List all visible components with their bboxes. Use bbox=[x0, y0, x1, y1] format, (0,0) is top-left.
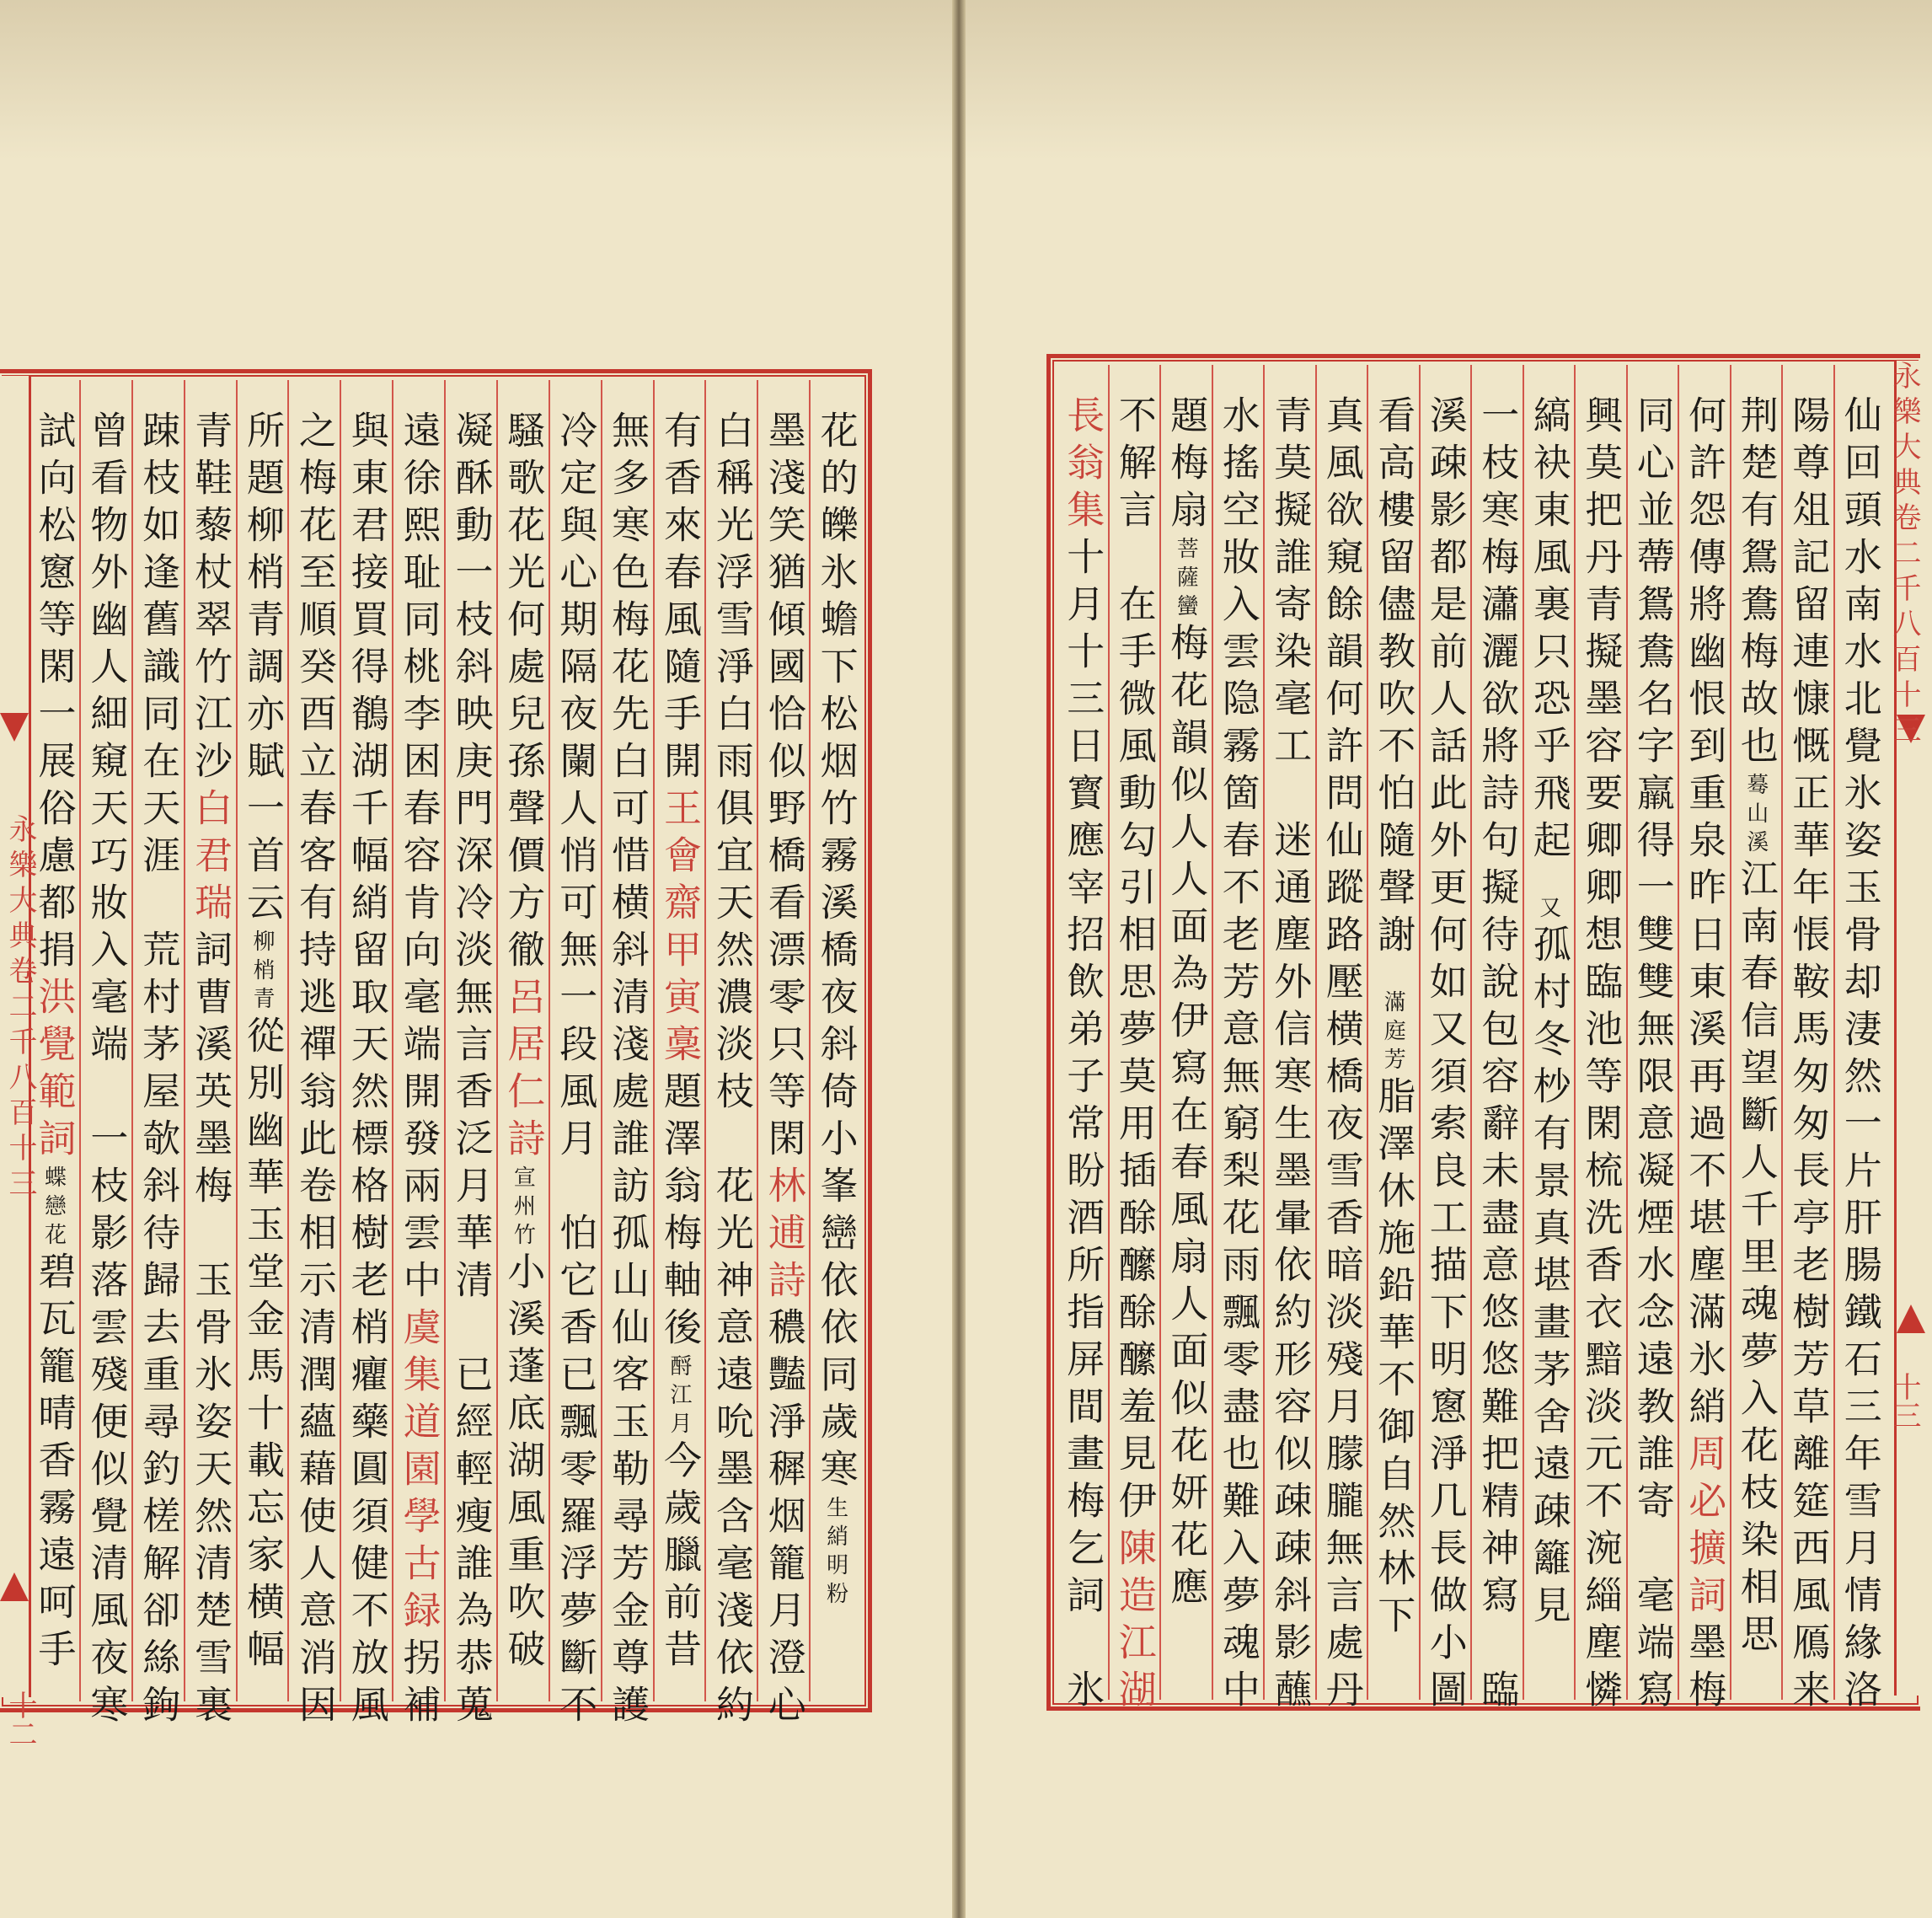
column-text bbox=[292, 410, 337, 1732]
text-run: 穠豔淨穉烟籠月澄心 bbox=[761, 1307, 806, 1732]
text-run: 荆楚有鴛鴦梅故也 bbox=[1733, 395, 1779, 773]
text-column bbox=[1574, 365, 1626, 1717]
text-run: 縞袂東風裏只恐乎飛起 bbox=[1526, 395, 1571, 867]
text-column bbox=[1108, 365, 1160, 1717]
column-text bbox=[83, 410, 129, 1732]
fishtail-bottom-mark bbox=[1897, 1305, 1925, 1333]
text-run: 荒村茅屋欹斜待歸去重尋釣槎解卻絲鉤 bbox=[136, 882, 181, 1732]
text-run: 墨梅 bbox=[1682, 1622, 1727, 1717]
text-column bbox=[340, 380, 392, 1732]
source-citation: 虞集道園學古録 bbox=[396, 1307, 442, 1637]
text-run: 今歲臘前昔 bbox=[656, 1440, 702, 1676]
column-text bbox=[239, 410, 285, 1701]
column-text bbox=[553, 410, 598, 1732]
column-text bbox=[813, 410, 859, 1701]
column-text bbox=[1060, 395, 1105, 1717]
column-text bbox=[500, 410, 546, 1701]
text-run: 墨淺笑猶傾國恰似野橋看漂零只等閑 bbox=[761, 410, 806, 1165]
column-text bbox=[1837, 395, 1882, 1717]
text-run: 冷定與心期隔夜闌人悄可無一段風月 bbox=[553, 410, 598, 1165]
text-column bbox=[704, 380, 757, 1732]
column-text bbox=[656, 410, 702, 1701]
text-run: 梅花韻似人人面為伊寫在春風扇人面似花妍花應 bbox=[1164, 623, 1209, 1614]
text-run: 所題柳梢青調亦賦一首云 bbox=[239, 410, 285, 930]
text-run: 青莫擬誰寄染毫工 bbox=[1267, 395, 1313, 773]
left-text-columns bbox=[29, 380, 861, 1732]
text-run: 花光神意遠吮墨含毫淺依約 bbox=[709, 1118, 754, 1732]
column-text bbox=[605, 410, 650, 1732]
column-text bbox=[1215, 395, 1260, 1717]
text-column bbox=[757, 380, 809, 1732]
column-text bbox=[1319, 395, 1364, 1717]
text-run: 不解言 bbox=[1111, 395, 1157, 537]
tune-annotation: 酹江月 bbox=[666, 1354, 692, 1440]
text-run: 玉骨氷姿天然清楚雪裏 bbox=[188, 1213, 233, 1732]
text-run: 氷 bbox=[1060, 1622, 1105, 1717]
text-run: 江南春信望斷人千里魂夢入花枝染相思 bbox=[1733, 859, 1779, 1661]
source-citation: 王會齋甲寅稾 bbox=[656, 788, 702, 1071]
text-column bbox=[1212, 365, 1264, 1717]
text-run: 在手微風動勾引相思夢莫用插酴醿酴醿羞見伊 bbox=[1111, 537, 1157, 1528]
text-column bbox=[131, 380, 184, 1732]
text-run: 陽尊俎記留連慷慨正華年悵鞍馬匆匆長亭老樹芳草離筵西風鴈来 bbox=[1785, 395, 1831, 1717]
fishtail-top-mark bbox=[0, 713, 29, 742]
left-fore-edge-band bbox=[0, 376, 37, 1748]
source-citation: 林逋詩 bbox=[761, 1165, 806, 1307]
text-run: 一枝影落雲殘便似覺清風夜寒 bbox=[83, 1071, 129, 1732]
text-column bbox=[236, 380, 288, 1701]
text-column bbox=[1626, 365, 1678, 1717]
column-text bbox=[188, 410, 233, 1732]
text-column bbox=[1263, 365, 1315, 1717]
source-citation: 周必擴詞 bbox=[1682, 1433, 1727, 1622]
tune-annotation: 菩薩蠻 bbox=[1173, 537, 1199, 623]
text-run: 試向松窻等閑一展俗慮都捐 bbox=[31, 410, 77, 977]
text-column bbox=[1470, 365, 1523, 1717]
text-run: 興莫把丹青擬墨容要卿卿想臨池等閑梳洗香衣黯淡元不涴緇塵憐 bbox=[1578, 395, 1624, 1717]
text-run: 踈枝如逢舊識同在天涯 bbox=[136, 410, 181, 882]
column-text bbox=[1785, 395, 1831, 1717]
text-run: 何許怨傳將幽恨到重泉昨日東溪再過不堪塵滿氷綃 bbox=[1682, 395, 1727, 1433]
column-text bbox=[761, 410, 806, 1732]
text-run: 凝酥動一枝斜映庚門深冷淡無言香泛月華清 bbox=[448, 410, 494, 1307]
text-column bbox=[1833, 365, 1886, 1717]
book-gutter bbox=[952, 0, 966, 1918]
tune-annotation: 蝶戀花 bbox=[40, 1165, 67, 1251]
column-text bbox=[1267, 395, 1313, 1717]
right-page-number: 十三 bbox=[1887, 1372, 1921, 1429]
column-text bbox=[1164, 395, 1209, 1700]
text-run: 遠徐熙耻同桃李困春容肯向毫端開發兩雲中 bbox=[396, 410, 442, 1307]
text-run: 同心並蔕鴛鴦名字羸得一雙雙無限意凝煙水念遠教誰寄 bbox=[1630, 395, 1675, 1528]
right-page-frame bbox=[1046, 354, 1920, 1717]
text-run: 花的皪氷蟾下松烟竹霧溪橋夜斜倚小峯巒依依同歲寒 bbox=[813, 410, 859, 1496]
source-citation: 陳造江湖 bbox=[1111, 1528, 1157, 1717]
text-column bbox=[1367, 365, 1419, 1700]
column-text bbox=[136, 410, 181, 1732]
text-column bbox=[184, 380, 236, 1732]
right-text-columns bbox=[1057, 365, 1885, 1717]
text-column bbox=[392, 380, 444, 1732]
text-column bbox=[444, 380, 496, 1732]
text-run: 題梅扇 bbox=[1164, 395, 1209, 537]
tune-annotation: 宣州竹 bbox=[510, 1165, 536, 1251]
text-column bbox=[1678, 365, 1730, 1717]
text-run: 脂澤休施鉛華不御自然林下 bbox=[1371, 1076, 1416, 1642]
column-text bbox=[1422, 395, 1468, 1717]
column-text bbox=[1578, 395, 1624, 1717]
text-run: 拐補 bbox=[396, 1637, 442, 1732]
text-column bbox=[1315, 365, 1367, 1717]
text-column bbox=[1159, 365, 1212, 1700]
text-run: 水搖空妝入雲隐霧箇春不老芳意無窮梨花雨飄零盡也難入夢魂中 bbox=[1215, 395, 1260, 1717]
text-column bbox=[809, 380, 861, 1701]
text-run: 青鞋藜杖翠竹江沙 bbox=[188, 410, 233, 788]
right-page bbox=[966, 0, 1932, 1918]
text-column bbox=[79, 380, 131, 1732]
tune-annotation: 又 bbox=[1535, 867, 1561, 924]
column-text bbox=[1474, 395, 1520, 1717]
text-column bbox=[601, 380, 653, 1732]
text-run: 有香來春風隨手開 bbox=[656, 410, 702, 788]
source-citation: 白君瑞 bbox=[188, 788, 233, 930]
left-band-title: 永樂大典卷二千八百十三 bbox=[3, 814, 37, 1203]
text-column bbox=[1781, 365, 1833, 1717]
column-text bbox=[1111, 395, 1157, 1717]
text-run: 之梅花至順癸酉立春客有持逃禪翁此卷相示清潤蘊藉使人意消因 bbox=[292, 410, 337, 1732]
left-page-number: 十二 bbox=[3, 1690, 37, 1748]
text-run: 溪疎影都是前人話此外更何如又須索良工描下明窻淨几長做小圖 bbox=[1422, 395, 1468, 1717]
left-page bbox=[0, 0, 952, 1918]
text-run: 仙回頭水南水北覺氷姿玉骨却淒然一片肝腸鐵石三年雪月情緣洛 bbox=[1837, 395, 1882, 1717]
right-band-title: 永樂大典卷二千八百十三 bbox=[1887, 361, 1921, 750]
column-text bbox=[1526, 395, 1571, 1700]
text-run: 從別幽華玉堂金馬十載忘家横幅 bbox=[239, 1015, 285, 1676]
text-run: 毫端寫 bbox=[1630, 1528, 1675, 1717]
text-column bbox=[1730, 365, 1782, 1700]
text-column bbox=[287, 380, 340, 1732]
source-citation: 呂居仁詩 bbox=[500, 977, 546, 1165]
text-run: 無多寒色梅花先白可惜横斜清淺處誰訪孤山仙客玉勒尋芳金尊護 bbox=[605, 410, 650, 1732]
text-run: 臨 bbox=[1474, 1622, 1520, 1717]
text-run: 十月十三日寳應宰招飲弟子常盼酒所指屏間畫梅乞詞 bbox=[1060, 537, 1105, 1622]
tune-annotation: 滿庭芳 bbox=[1380, 962, 1406, 1076]
text-run: 孤村冬杪有景真堪畫茅舍遠疎籬見 bbox=[1526, 924, 1571, 1632]
text-run: 詞曹溪英墨梅 bbox=[188, 930, 233, 1213]
text-run: 真風欲窺餘韻何許問仙蹤路壓横橋夜雪香暗淡殘月朦朧無言處丹 bbox=[1319, 395, 1364, 1717]
text-run: 已經輕瘦誰為恭蒐 bbox=[448, 1307, 494, 1732]
fishtail-bottom-mark bbox=[0, 1572, 29, 1601]
text-run: 碧瓦籠晴香霧遠呵手 bbox=[31, 1251, 77, 1676]
column-text bbox=[448, 410, 494, 1732]
text-run: 騷歌花光何處兒孫聲價方徹 bbox=[500, 410, 546, 977]
text-run: 白稱光浮雪淨白雨俱宜天然濃淡枝 bbox=[709, 410, 754, 1118]
text-run: 曾看物外幽人細窺天巧妝入毫端 bbox=[83, 410, 129, 1071]
text-column bbox=[653, 380, 705, 1701]
column-text bbox=[1371, 395, 1416, 1700]
text-column bbox=[549, 380, 601, 1732]
tune-annotation: 柳梢青 bbox=[249, 930, 275, 1015]
column-text bbox=[1733, 395, 1779, 1700]
column-text bbox=[709, 410, 754, 1732]
water-stain bbox=[966, 0, 1932, 160]
source-citation: 洪覺範詞 bbox=[31, 977, 77, 1165]
water-stain bbox=[0, 0, 952, 160]
text-column bbox=[1419, 365, 1471, 1717]
text-column bbox=[1057, 365, 1108, 1717]
text-column bbox=[496, 380, 549, 1701]
text-run: 怕它香已飄零羅浮夢斷不 bbox=[553, 1165, 598, 1732]
text-run: 與東君接買得鶺湖千幅綃留取天然標格樹老梢癯藥圓須健不放風 bbox=[344, 410, 389, 1732]
text-run: 一枝寒梅瀟灑欲將詩句擬待說包容辭未盡意悠悠難把精神寫 bbox=[1474, 395, 1520, 1622]
text-run: 小溪蓬底湖風重吹破 bbox=[500, 1251, 546, 1676]
text-column bbox=[1523, 365, 1575, 1700]
column-text bbox=[1682, 395, 1727, 1717]
tune-annotation: 蓦山溪 bbox=[1742, 773, 1769, 859]
text-run: 看高樓留儘教吹不怕隨聲謝 bbox=[1371, 395, 1416, 962]
column-text bbox=[396, 410, 442, 1732]
column-text bbox=[1630, 395, 1675, 1717]
source-citation: 長翁集 bbox=[1060, 395, 1105, 537]
right-fore-edge-band bbox=[1887, 361, 1925, 1696]
text-run: 迷通塵外信寒生墨暈依約形容似疎疎斜影蘸 bbox=[1267, 773, 1313, 1717]
text-run: 題澤翁梅軸後 bbox=[656, 1071, 702, 1354]
tune-annotation: 生綃明粉 bbox=[822, 1496, 848, 1610]
column-text bbox=[344, 410, 389, 1732]
